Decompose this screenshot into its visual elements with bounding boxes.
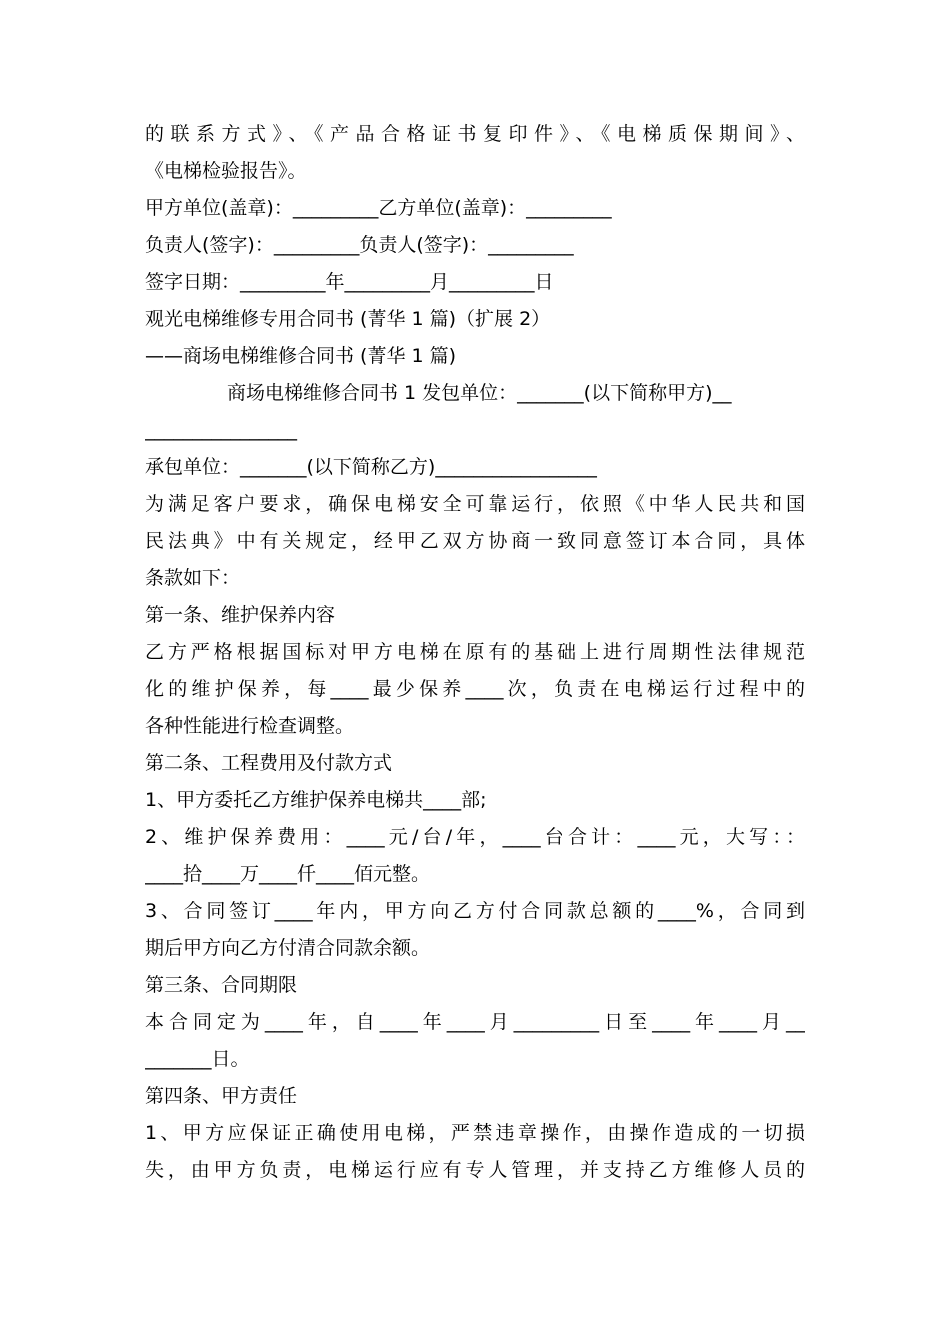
text-line: 3、合同签订____年内，甲方向乙方付合同款总额的____%，合同到 [145,900,805,922]
section-title: 观光电梯维修专用合同书 (菁华 1 篇)（扩展 2） [145,308,551,330]
text-line: 1、甲方委托乙方维护保养电梯共____部; [145,789,487,811]
text-line: 本合同定为____年，自____年____月_________日至____年____月__ [145,1011,805,1033]
text-line: 失，由甲方负责，电梯运行应有专人管理，并支持乙方维修人员的 [145,1159,805,1181]
section-subtitle: ——商场电梯维修合同书 (菁华 1 篇) [145,345,457,367]
text-line: 期后甲方向乙方付清合同款余额。 [145,937,431,959]
article-heading: 第四条、甲方责任 [145,1085,298,1107]
text-line: 2、维护保养费用：____元/台/年，____台合计：____元，大写：： [145,826,805,848]
text-line: 民法典》中有关规定，经甲乙双方协商一致同意签订本合同，具体 [145,530,805,552]
text-line: 1、甲方应保证正确使用电梯，严禁违章操作，由操作造成的一切损 [145,1122,805,1144]
text-line-employer: 商场电梯维修合同书 1 发包单位：_______(以下简称甲方)__ [227,382,732,404]
text-line-sign-date: 签字日期：_________年_________月_________日 [145,271,554,293]
text-line: ____拾____万____仟____佰元整。 [145,863,431,885]
text-line: ________________ [145,419,297,441]
article-heading: 第一条、维护保养内容 [145,604,336,626]
article-heading: 第三条、合同期限 [145,974,298,996]
text-line: 各种性能进行检查调整。 [145,715,355,737]
text-line-party-seals: 甲方单位(盖章)：_________乙方单位(盖章)：_________ [145,197,612,219]
text-line: 的联系方式》、《产品合格证书复印件》、《电梯质保期间》、 [145,123,805,145]
text-line: 《电梯检验报告》。 [145,160,307,182]
text-line-signatures: 负责人(签字)：_________负责人(签字)：_________ [145,234,574,256]
text-line: _______日。 [145,1048,250,1070]
contract-text-body [145,116,805,1189]
text-line: 条款如下： [145,567,241,589]
text-line: 乙方严格根据国标对甲方电梯在原有的基础上进行周期性法律规范 [145,641,805,663]
text-line: 为满足客户要求，确保电梯安全可靠运行，依照《中华人民共和国 [145,493,805,515]
text-line-contractor: 承包单位：_______(以下简称乙方)_________________ [145,456,597,478]
text-line: 化的维护保养，每____最少保养____次，负责在电梯运行过程中的 [145,678,805,700]
article-heading: 第二条、工程费用及付款方式 [145,752,393,774]
